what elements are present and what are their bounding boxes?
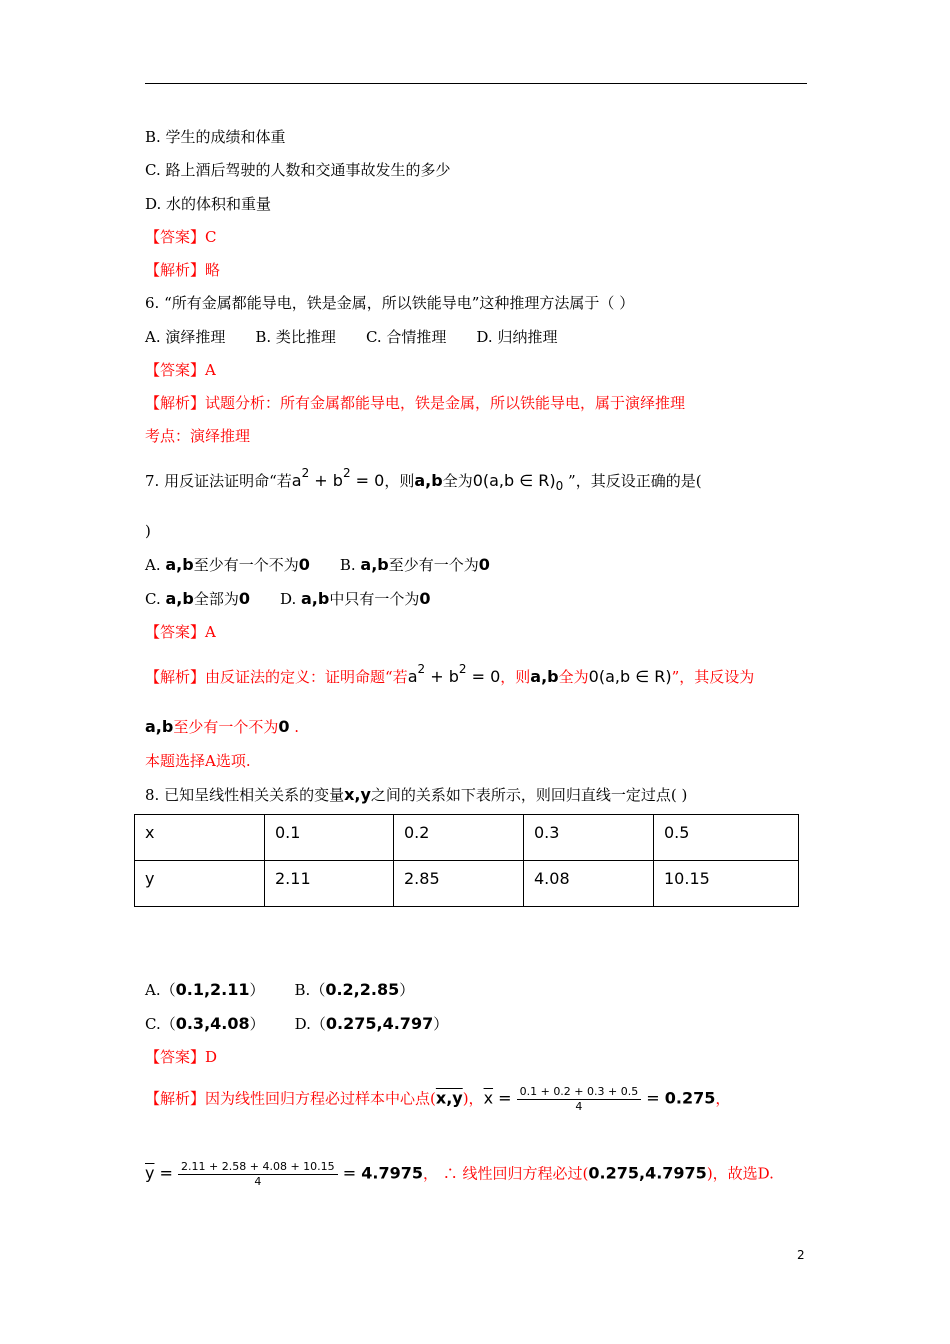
q7-equation [407,662,501,686]
table-cell: 0.2 [394,815,524,861]
q8-stem [145,784,687,806]
equals: = [154,1163,179,1183]
answer-value: C [205,228,217,246]
q7-stem-prefix: 7. 用反证法证明命“若 [145,472,292,490]
q7-subscript: 0 [555,479,564,493]
y-bar: $\overline{y}$ [145,1163,155,1183]
q7-conclusion: 本题选择A选项. [145,752,251,770]
q7-stem [145,466,702,493]
equals: = [337,1163,362,1183]
q7-stem-mid: ，则 [384,472,415,490]
q7-analysis-2 [145,716,299,738]
analysis-text: ， ∴ 线性回归方程必过( [422,1164,589,1183]
analysis-text: 试题分析：所有金属都能导电，铁是金属，所以铁能导电，属于演绎推理 [205,394,686,412]
q7-stem-tail: ”，其反设正确的是( [563,472,702,490]
q8-options-ab [145,979,414,1001]
point-value: 0.275,4.7975 [588,1163,707,1183]
q7-analysis [145,662,755,689]
q7-close-paren: ) [145,522,151,540]
q7-equation [291,466,385,490]
analysis-text: ，则 [500,668,531,686]
eq-end: = 0 [350,471,385,490]
analysis-text: 至少有一个不为 [173,718,279,736]
analysis-text: 全为 [558,668,589,686]
eq-exponent: 2 [458,662,467,676]
equals: = [493,1088,517,1108]
table-cell: y [135,861,265,907]
eq-exponent: 2 [417,662,426,676]
analysis-text: 由反证法的定义：证明命题“若 [205,668,408,686]
option-close: ） [399,981,415,999]
table-cell: 0.1 [265,815,394,861]
table-cell: 0.3 [524,815,654,861]
analysis-text: ”，其反设为 [671,668,755,686]
answer-tag: 【答案】 [145,228,206,246]
center-point: x,y [435,1088,463,1108]
option-label: D.（ [294,1015,326,1033]
q7-options-ab [145,554,490,576]
option-label: A. [145,556,166,574]
q6-answer [145,359,216,381]
analysis-tag: 【解析】 [145,668,206,686]
q7-options-cd [145,588,430,610]
table-cell: x [135,815,265,861]
option-zero: 0 [478,555,490,574]
option-zero: 0 [238,589,250,608]
q8-analysis [145,1085,730,1114]
option-value: 0.2,2.85 [325,980,400,999]
option-label: A.（ [145,981,176,999]
analysis-ab: a,b [530,667,559,686]
option-math: a,b [165,589,194,608]
option-label: B.（ [294,981,326,999]
analysis-text: 略 [205,261,221,279]
fraction-denominator: 4 [575,1100,583,1113]
q8-xy: x,y [344,785,371,804]
answer-tag: 【答案】 [145,361,206,379]
option-text: 至少有一个为 [388,556,479,574]
analysis-tag: 【解析】 [145,261,206,279]
option-text: 至少有一个不为 [193,556,299,574]
option-value: 0.3,4.08 [175,1014,250,1033]
option-label: B. [339,556,361,574]
q6-option-d: D. 归纳推理 [476,328,558,346]
eq-mid: + b [425,667,459,686]
page-number: 2 [797,1248,805,1262]
option-value: 0.1,2.11 [175,980,250,999]
fraction-numerator: 0.1 + 0.2 + 0.3 + 0.5 [517,1085,642,1100]
option-label: C. [145,590,166,608]
option-text: 中只有一个为 [329,590,420,608]
table-cell: 0.5 [654,815,799,861]
analysis-text: )，故选D. [706,1164,774,1183]
analysis-text: 因为线性回归方程必过样本中心点( [205,1089,436,1108]
x-bar-fraction [517,1085,642,1114]
option-zero: 0 [419,589,431,608]
analysis-tag: 【解析】 [145,394,206,412]
option-text: 全部为 [193,590,239,608]
data-table [134,814,799,907]
fraction-denominator: 4 [254,1175,262,1188]
x-bar-value: 0.275 [664,1088,716,1108]
analysis-condition: 0(a,b ∈ R) [588,667,672,686]
eq-end: = 0 [466,667,501,686]
q5-answer [145,226,217,248]
q8-answer [145,1046,217,1068]
option-math: a,b [165,555,194,574]
equals: = [641,1088,665,1108]
q8-stem-tail: 之间的关系如下表所示，则回归直线一定过点( ) [370,786,688,804]
q6-stem: 6. “所有金属都能导电，铁是金属，所以铁能导电”这种推理方法属于（ ） [145,294,635,312]
q6-point: 考点：演绎推理 [145,427,251,445]
answer-tag: 【答案】 [145,1048,206,1066]
q8-options-cd [145,1013,448,1035]
fraction-numerator: 2.11 + 2.58 + 4.08 + 10.15 [178,1160,338,1175]
eq-exponent: 2 [342,466,351,480]
q6-option-a: A. 演绎推理 [145,328,226,346]
q7-stem-mid: 全为 [442,472,473,490]
q8-stem-prefix: 8. 已知呈线性相关关系的变量 [145,786,345,804]
q6-analysis [145,392,685,414]
table-cell: 2.11 [265,861,394,907]
option-close: ） [433,1015,449,1033]
analysis-text: )， [462,1089,484,1108]
q5-option-c: C. 路上酒后驾驶的人数和交通事故发生的多少 [145,161,451,179]
x-bar: $\overline{x}$ [483,1088,494,1108]
q7-condition: 0(a,b ∈ R) [472,471,556,490]
header-rule [145,83,807,84]
table-cell: 10.15 [654,861,799,907]
q7-answer [145,621,216,643]
table-cell: 2.85 [394,861,524,907]
eq-a: a [407,667,418,686]
analysis-tag: 【解析】 [145,1089,206,1108]
comma: ， [715,1089,731,1108]
answer-value: D [205,1048,218,1066]
table-cell: 4.08 [524,861,654,907]
q6-option-b: B. 类比推理 [255,328,336,346]
eq-a: a [291,471,302,490]
q7-ab: a,b [414,471,443,490]
option-math: a,b [301,589,330,608]
y-bar-value: 4.7975 [361,1163,423,1183]
q8-analysis-2 [145,1160,774,1189]
option-label: C.（ [145,1015,176,1033]
option-zero: 0 [298,555,310,574]
analysis-math: a,b [145,717,174,736]
option-close: ） [249,981,265,999]
eq-mid: + b [309,471,343,490]
q5-analysis [145,259,220,281]
y-bar-fraction [178,1160,338,1189]
analysis-dot: . [289,718,300,736]
table-row [135,815,799,861]
option-label: D. [279,590,301,608]
eq-exponent: 2 [301,466,310,480]
answer-tag: 【答案】 [145,623,206,641]
answer-value: A [205,361,216,379]
analysis-zero: 0 [278,717,290,736]
q5-option-b: B. 学生的成绩和体重 [145,128,286,146]
q6-option-c: C. 合情推理 [365,328,447,346]
q6-options [145,326,557,348]
answer-value: A [205,623,216,641]
table-row [135,861,799,907]
q5-option-d: D. 水的体积和重量 [145,195,272,213]
option-close: ） [249,1015,265,1033]
option-value: 0.275,4.797 [325,1014,434,1033]
option-math: a,b [360,555,389,574]
